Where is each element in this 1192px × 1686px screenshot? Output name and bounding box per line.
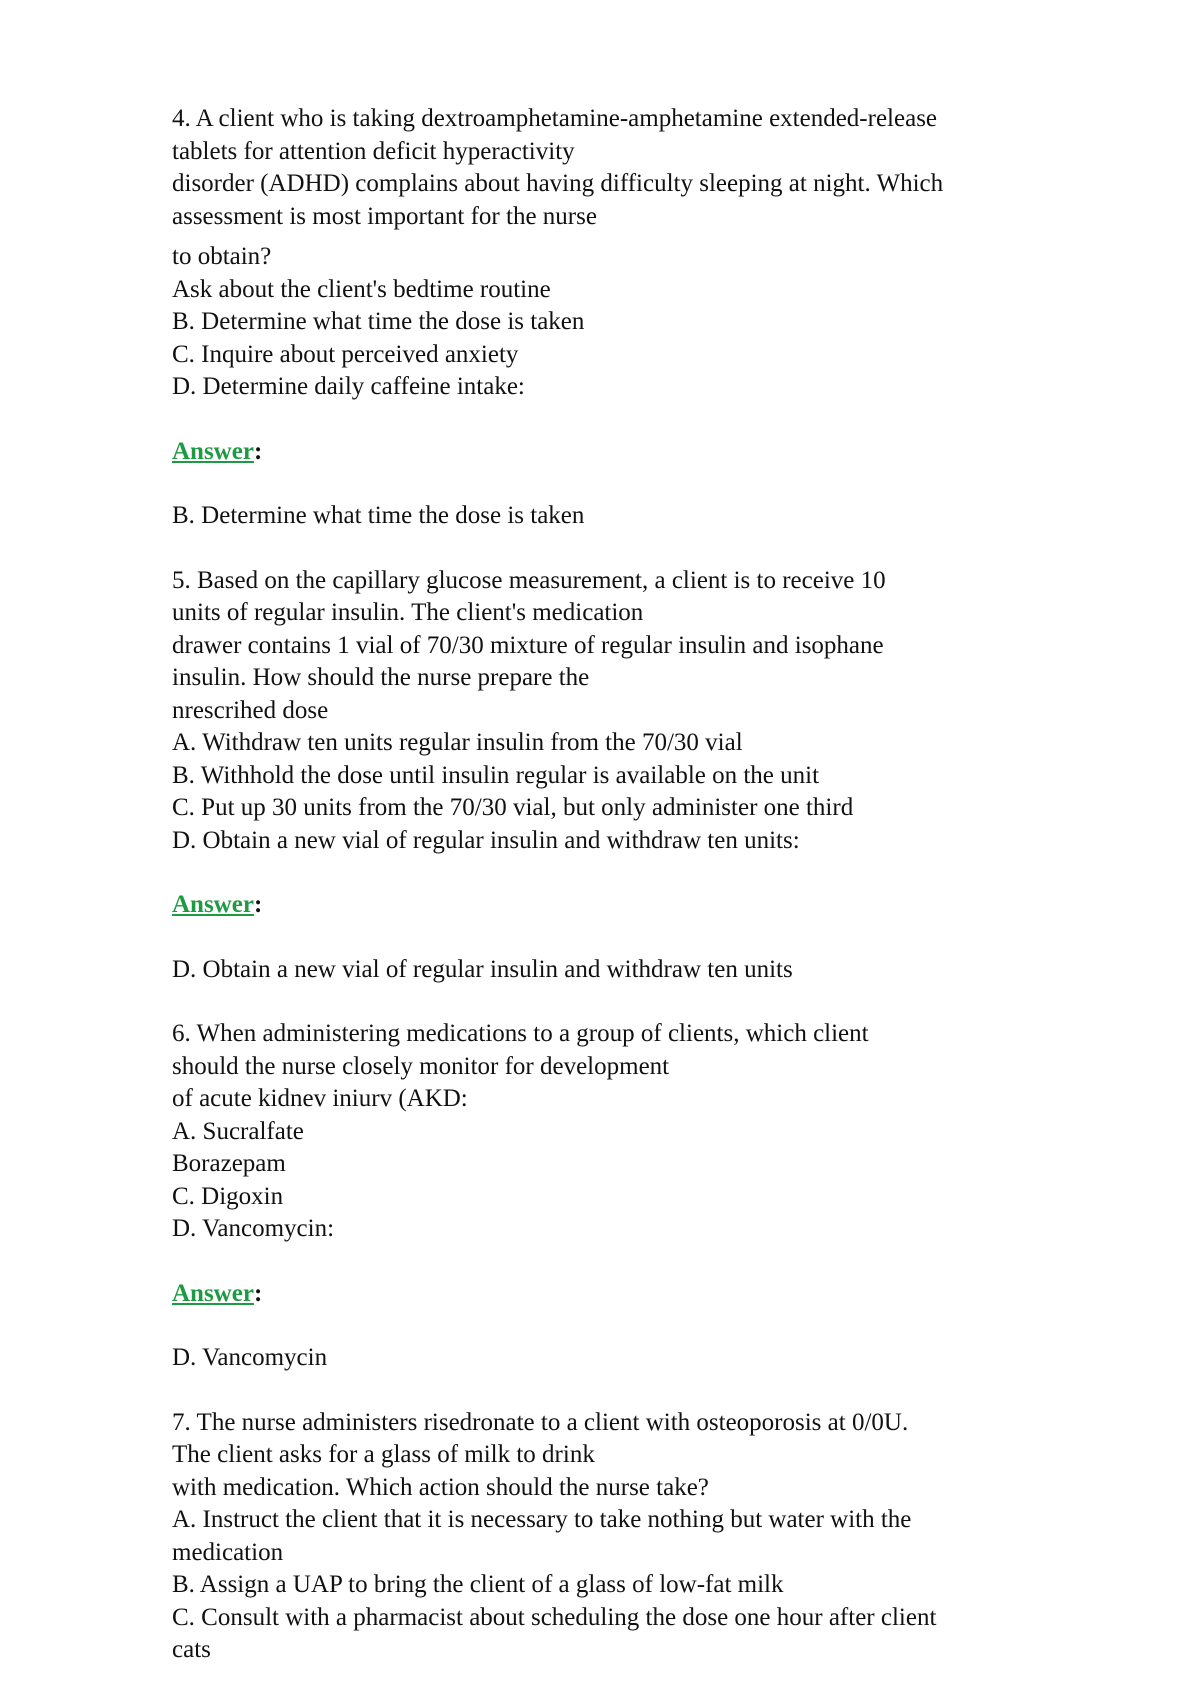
answer-option: B. Assign a UAP to bring the client of a glass of low-fat milk: [172, 1571, 784, 1598]
answer-option: Ask about the client's bedtime routine: [172, 275, 551, 303]
answer-option: C. Digoxin: [172, 1182, 284, 1210]
question-stem-line: tablets for attention deficit hyperactivity: [172, 137, 575, 165]
question-6: [172, 1018, 1072, 1375]
answer-option: D. Determine daily caffeine intake:: [172, 373, 525, 400]
answer-label: Answer: [172, 1279, 254, 1307]
question-stem-line: 5. Based on the capillary glucose measurement, a client is to receive 10: [172, 566, 886, 594]
question-stem-line: disorder (ADHD) complains about having difficulty sleeping at night. Which: [172, 170, 944, 197]
answer-option: A. Withdraw ten units regular insulin from the 70/30 vial: [172, 729, 743, 756]
answer-option: D. Obtain a new vial of regular insulin and withdraw ten units:: [172, 826, 800, 854]
question-7: [172, 1407, 1072, 1667]
question-stem-line: with medication. Which action should the nurse take?: [172, 1473, 709, 1501]
answer-heading: [172, 889, 1072, 922]
answer-colon: :: [253, 437, 263, 465]
answer-heading: [172, 1278, 1072, 1311]
question-stem-line: of acute kidnev iniurv (AKD:: [172, 1085, 468, 1112]
answer-option: C. Put up 30 units from the 70/30 vial, but only administer one third: [172, 794, 854, 821]
question-stem-line: The client asks for a glass of milk to drink: [172, 1441, 595, 1468]
answer-option: Borazepam: [172, 1150, 286, 1177]
answer-text: D. Obtain a new vial of regular insulin and withdraw ten units: [172, 955, 793, 983]
answer-option: C. Consult with a pharmacist about scheduling the dose one hour after client: [172, 1603, 937, 1631]
question-stem-line: units of regular insulin. The client's medication: [172, 599, 644, 626]
answer-option: cats: [172, 1636, 211, 1663]
answer-text: D. Vancomycin: [172, 1344, 328, 1371]
answer-option: A. Sucralfate: [172, 1117, 304, 1145]
answer-option: D. Vancomycin:: [172, 1215, 335, 1242]
question-stem-line: 4. A client who is taking dextroamphetamine-amphetamine extended-release: [172, 105, 938, 132]
answer-colon: :: [253, 891, 263, 918]
answer-heading: [172, 436, 1072, 469]
answer-option: B. Determine what time the dose is taken: [172, 308, 585, 335]
question-stem-line: to obtain?: [172, 243, 272, 270]
answer-label: Answer: [172, 891, 254, 918]
answer-option: C. Inquire about perceived anxiety: [172, 340, 519, 368]
answer-option: medication: [172, 1538, 284, 1566]
question-stem-line: 6. When administering medications to a group of clients, which client: [172, 1020, 869, 1047]
question-5: [172, 565, 1072, 987]
question-4: [172, 103, 1072, 533]
answer-colon: :: [253, 1279, 263, 1307]
answer-option: A. Instruct the client that it is necessary to take nothing but water with the: [172, 1506, 912, 1533]
question-stem-line: 7. The nurse administers risedronate to a client with osteoporosis at 0/0U.: [172, 1408, 909, 1436]
question-stem-line: drawer contains 1 vial of 70/30 mixture of regular insulin and isophane: [172, 631, 884, 659]
question-stem-line: should the nurse closely monitor for development: [172, 1052, 670, 1080]
answer-text: B. Determine what time the dose is taken: [172, 502, 585, 529]
question-stem-line: assessment is most important for the nurse: [172, 202, 597, 230]
question-stem-line: nrescrihed dose: [172, 696, 329, 724]
document-page: [172, 103, 1072, 1667]
answer-option: B. Withhold the dose until insulin regular is available on the unit: [172, 761, 820, 789]
question-stem-line: insulin. How should the nurse prepare the: [172, 664, 590, 691]
answer-label: Answer: [172, 437, 254, 465]
